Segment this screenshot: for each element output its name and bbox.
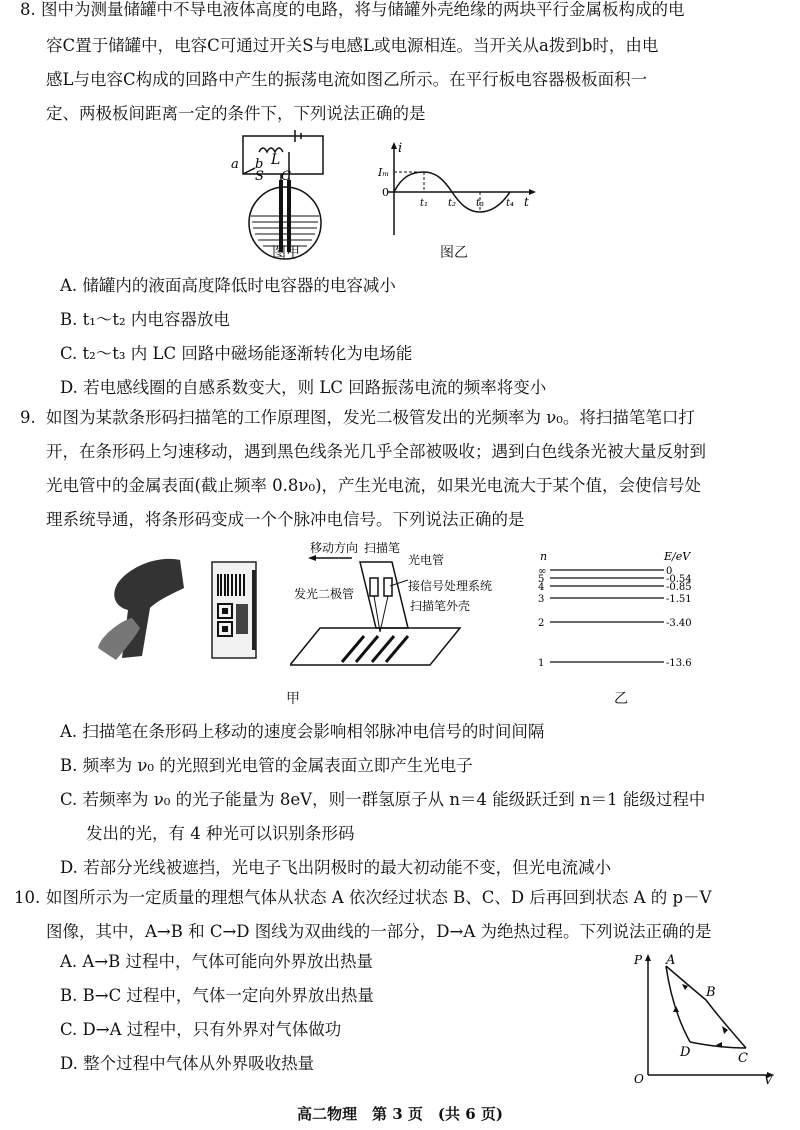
q9-option-b: B. 频率为 ν₀ 的光照到光电管的金属表面立即产生光电子 [60, 756, 473, 775]
energy-level-value: -0.85 [666, 582, 692, 593]
label-P: P [634, 953, 643, 967]
q8-line-4: 定、两极板间距离一定的条件下，下列说法正确的是 [46, 104, 426, 123]
label-Im: Iₘ [378, 166, 390, 179]
q8-line-1: 8. 图中为测量储罐中不导电液体高度的电路，将与储罐外壳绝缘的两块平行金属板构成的电 [20, 0, 685, 19]
q8-option-a: A. 储罐内的液面高度降低时电容器的电容减小 [60, 276, 396, 295]
label-zero: 0 [382, 186, 389, 199]
q8-line-3: 感L与电容C构成的回路中产生的振荡电流如图乙所示。在平行板电容器极板面积一 [46, 70, 648, 89]
q9-line-1: 如图为某款条形码扫描笔的工作原理图，发光二极管发出的光频率为 ν₀。将扫描笔笔口打 [46, 408, 695, 427]
q9-line-2: 开，在条形码上匀速移动，遇到黑色线条光几乎全部被吸收；遇到白色线条光被大量反射到 [46, 442, 706, 461]
energy-level-value: -3.40 [666, 618, 692, 629]
energy-level-n: 1 [538, 658, 545, 669]
label-B: B [706, 985, 716, 1000]
label-S: S [255, 169, 264, 184]
q9-number: 9. [20, 408, 36, 427]
energy-level-n: 3 [538, 594, 545, 605]
q9-caption-yi: 乙 [614, 691, 628, 707]
q9-barcode-card [210, 560, 258, 660]
energy-level-n: ∞ [538, 566, 547, 577]
q10-option-b: B. B→C 过程中，气体一定向外界放出热量 [60, 986, 374, 1005]
q8-caption-jia: 图甲 [272, 245, 300, 261]
label-t1: t₁ [420, 198, 429, 209]
q8-option-d: D. 若电感线圈的自感系数变大，则 LC 回路振荡电流的频率将变小 [60, 378, 547, 397]
q9-line-4: 理系统导通，将条形码变成一个个脉冲电信号。下列说法正确的是 [46, 510, 525, 529]
q9-line-3: 光电管中的金属表面(截止频率 0.8ν₀)，产生光电流，如果光电流大于某个值，会使信号处 [46, 476, 702, 495]
energy-level-n: 4 [538, 582, 545, 593]
q10-option-a: A. A→B 过程中，气体可能向外界放出热量 [60, 952, 374, 971]
label-t: t [524, 195, 529, 209]
q8-figure-yi [378, 140, 538, 240]
label-L: L [271, 152, 281, 168]
label-n: n [540, 550, 548, 563]
label-b: b [255, 157, 264, 172]
q9-caption-jia: 甲 [286, 691, 300, 707]
q8-option-c: C. t₂～t₃ 内 LC 回路中磁场能逐渐转化为电场能 [60, 344, 413, 363]
q9-option-c: C. 若频率为 ν₀ 的光子能量为 8eV，则一群氢原子从 n＝4 能级跃迁到 n＝1 能级过程中 [60, 790, 706, 809]
energy-level-n: 5 [538, 574, 545, 585]
q8-option-b: B. t₁～t₂ 内电容器放电 [60, 310, 230, 329]
label-A: A [666, 953, 676, 968]
energy-level-value: -13.6 [666, 658, 692, 669]
q9-option-c-cont: 发出的光，有 4 种光可以识别条形码 [86, 824, 355, 843]
label-C: C [281, 169, 291, 184]
energy-level-value: -1.51 [666, 594, 692, 605]
label-signal: 接信号处理系统 [408, 579, 493, 593]
page-footer: 高二物理 第 3 页 (共 6 页) [297, 1105, 503, 1123]
label-phototube: 光电管 [408, 553, 445, 567]
q9-energy-levels [536, 550, 716, 672]
q9-scanner-photo [92, 548, 192, 666]
label-t3: t₃ [476, 198, 485, 209]
label-shell: 扫描笔外壳 [410, 599, 471, 613]
label-move-dir: 移动方向 [310, 541, 359, 555]
q9-option-d: D. 若部分光线被遮挡，光电子飞出阴极时的最大初动能不变，但光电流减小 [60, 858, 612, 877]
label-t4: t₄ [506, 198, 515, 209]
q10-line-2: 图像，其中，A→B 和 C→D 图线为双曲线的一部分，D→A 为绝热过程。下列说法正确的是 [46, 922, 712, 941]
q10-option-d: D. 整个过程中气体从外界吸收热量 [60, 1054, 315, 1073]
q9-schematic [290, 540, 520, 670]
label-led: 发光二极管 [294, 587, 355, 601]
q10-line-1: 如图所示为一定质量的理想气体从状态 A 依次经过状态 B、C、D 后再回到状态 A 的 p－V [46, 888, 712, 907]
q10-option-c: C. D→A 过程中，只有外界对气体做功 [60, 1020, 342, 1039]
energy-level-value: 0 [666, 566, 673, 577]
q9-option-a: A. 扫描笔在条形码上移动的速度会影响相邻脉冲电信号的时间间隔 [60, 722, 545, 741]
q8-line-2: 容C置于储罐中，电容C可通过开关S与电感L或电源相连。当开关从a拨到b时，由电 [46, 36, 659, 55]
label-D: D [680, 1045, 691, 1060]
label-C: C [738, 1051, 748, 1066]
label-O: O [634, 1072, 644, 1085]
label-t2: t₂ [448, 198, 457, 209]
energy-level-n: 2 [538, 618, 545, 629]
energy-level-value: -0.54 [666, 574, 692, 585]
label-a: a [231, 157, 239, 172]
label-EeV: E/eV [664, 550, 691, 563]
q10-number: 10. [14, 888, 41, 907]
q8-caption-yi: 图乙 [440, 245, 468, 261]
label-pen: 扫描笔 [364, 541, 401, 555]
label-i: i [398, 141, 403, 156]
q10-pv-diagram [628, 950, 778, 1085]
label-V: V [764, 1073, 773, 1085]
